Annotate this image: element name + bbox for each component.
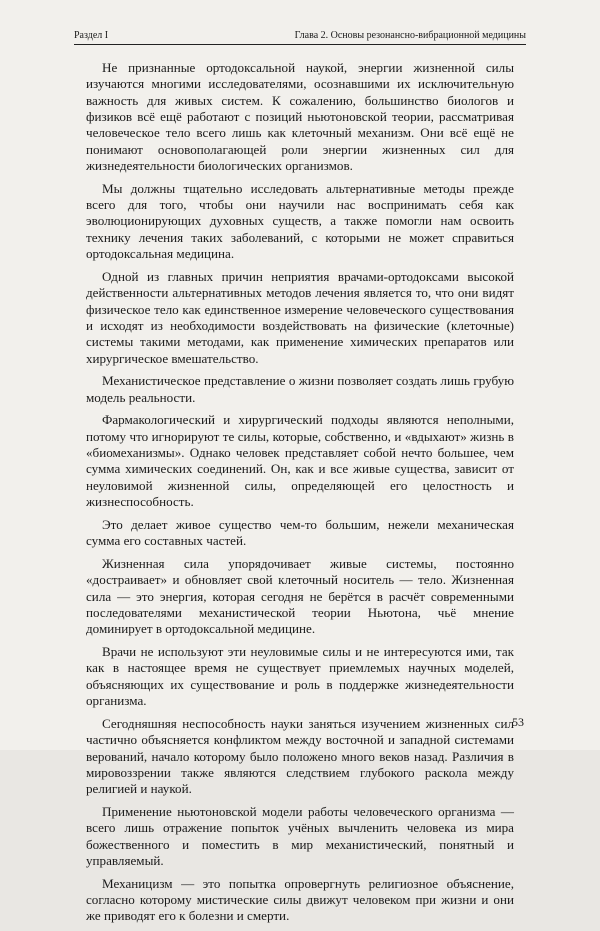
paragraph: Жизненная сила упорядочивает живые системы, постоянно «достраивает» и обновляет свой клеточный носитель — тело. Жизненная сила — это энергия, которая сегодня не берётся в расчёт современными последователями механистической теории Ньютона, чьё мнение доминирует в ортодоксальной медицине.: [86, 555, 514, 637]
running-header: [74, 30, 526, 45]
paragraph: Врачи не используют эти неуловимые силы и не интересуются ими, так как в настоящее время не существует приемлемых научных моделей, объясняющих их существование и роль в поддержке жизнедеятельности организма.: [86, 644, 514, 709]
paragraph: Применение ньютоновской модели работы человеческого организма — всего лишь отражение попыток учёных вычленить человека из мира божественного и поместить в мир механистический, понятный и управляемый.: [86, 803, 514, 868]
header-chapter: Глава 2. Основы резонансно-вибрационной медицины: [294, 30, 526, 41]
paragraph: Сегодняшняя неспособность науки заняться изучением жизненных сил частично объясняется конфликтом между восточной и западной системами верований, начало которому было положено много веков назад. Различия в мировоззрении также являются следствием глубокого раскола между религией и наукой.: [86, 715, 514, 797]
paragraph: Мы должны тщательно исследовать альтернативные методы прежде всего для того, чтобы они научили нас воспринимать себя как эволюционирующих духовных существ, а также помогли нам освоить технику лечения таких заболеваний, с которыми не может справиться ортодоксальная медицина.: [86, 180, 514, 262]
paragraph: Это делает живое существо чем-то большим, нежели механическая сумма его составных частей.: [86, 516, 514, 549]
page-number: 53: [512, 715, 524, 729]
paragraph: Механицизм — это попытка опровергнуть религиозное объяснение, согласно которому мистические силы движут человеком при жизни и они же приводят его к болезни и смерти.: [86, 875, 514, 924]
paragraph: Не признанные ортодоксальной наукой, энергии жизненной силы изучаются многими исследователями, осознавшими их исключительную важность для живых систем. К сожалению, большинство биологов и физиков всё ещё работают с позиций ньютоновской теории, рассматривая человеческое тело всего лишь как клеточный механизм. Они всё ещё не понимают основополагающей роли энергии жизненных сил для жизнедеятельности биологических организмов.: [86, 60, 514, 174]
paragraph: Фармакологический и хирургический подходы являются неполными, потому что игнорируют те силы, которые, собственно, и «вдыхают» жизнь в «биомеханизмы». Однако человек представляет собой нечто большее, чем сумма химических соединений. Он, как и все живые существа, зависит от неуловимой жизненной силы, определяющей его целостность и жизнеспособность.: [86, 412, 514, 510]
paragraph: Одной из главных причин неприятия врачами-ортодоксами высокой действенности альтернативных методов лечения является то, что они видят физическое тело как единственное измерение человеческого существования и исходят из необходимости воздействовать на физические (клеточные) системы такими методами, как применение химических препаратов или хирургическое вмешательство.: [86, 268, 514, 366]
body-text: [86, 60, 514, 931]
paragraph: Механистическое представление о жизни позволяет создать лишь грубую модель реальности.: [86, 373, 514, 405]
header-section: Раздел I: [74, 30, 109, 41]
